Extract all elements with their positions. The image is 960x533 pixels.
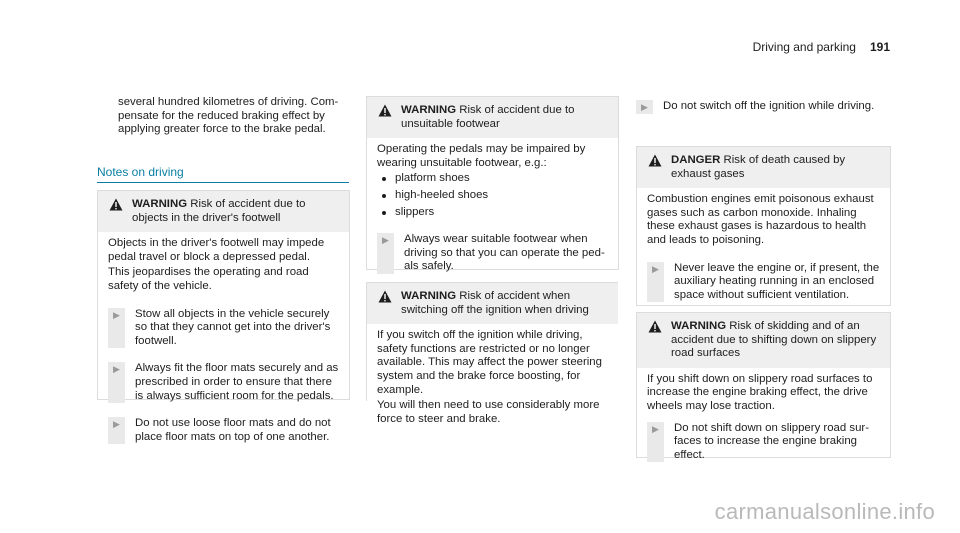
page-header	[753, 40, 890, 54]
danger-paragraph: Combustion engines emit poisonous exhaust gases such as carbon monoxide. Inhaling these exhaust gases is hazardous to health and leads to poisoning.	[647, 193, 874, 246]
warning-triangle-icon	[648, 154, 662, 167]
warning-paragraph: Operating the pedals may be impaired by wearing unsuitable footwear, e.g.:	[377, 143, 586, 169]
warning-triangle-icon	[648, 320, 662, 333]
warning-paragraph: You will then need to use considerably more force to steer and brake.	[377, 399, 600, 425]
arrow-right-icon: ▶	[652, 263, 659, 274]
danger-box-exhaust	[636, 146, 891, 306]
warning-label: WARNING	[401, 290, 457, 302]
instruction-step: ▶ Do not switch off the ignition while driving.	[636, 100, 887, 114]
page-number: 191	[869, 40, 890, 54]
arrow-right-icon: ▶	[113, 364, 120, 375]
warning-label: WARNING	[671, 320, 727, 332]
ignition-step-continued	[636, 96, 887, 120]
instruction-step: ▶ Never leave the engine or, if present, the auxiliary heating running in an enclosed space without sufficient ventilation.	[647, 262, 880, 303]
instruction-step: ▶ Do not shift down on slippery road surfaces to increase the engine braking effect.	[647, 422, 880, 463]
warning-title: Risk of accident due to objects in the driver's footwell	[132, 198, 306, 224]
instruction-step: ▶ Stow all objects in the vehicle securely so that they cannot get into the driver's footwell.	[108, 308, 339, 349]
warning-box-footwear	[366, 96, 619, 273]
danger-header	[637, 147, 890, 188]
warning-box-ignition	[366, 282, 618, 425]
warning-header	[637, 313, 890, 368]
instruction-step: ▶ Always fit the floor mats securely and as prescribed in order to ensure that there is always sufficient room for the pedals.	[108, 362, 339, 403]
warning-triangle-icon	[378, 290, 392, 303]
warning-triangle-icon	[378, 104, 392, 117]
warning-header	[98, 191, 349, 232]
list-item: slippers	[377, 206, 608, 220]
arrow-right-icon: ▶	[382, 235, 389, 246]
warning-label: WARNING	[401, 104, 457, 116]
warning-paragraph: This jeopardises the operating and road safety of the vehicle.	[108, 266, 309, 292]
arrow-right-icon: ▶	[641, 102, 648, 112]
warning-header	[367, 97, 618, 138]
warning-box-skidding	[636, 312, 891, 461]
arrow-right-icon: ▶	[652, 423, 659, 434]
arrow-right-icon: ▶	[113, 419, 120, 430]
warning-paragraph: If you switch off the ignition while driving, safety functions are restricted or no longer available. This may affect the power steering system and the brake force boosting, for example.	[377, 329, 602, 396]
warning-triangle-icon	[109, 198, 123, 211]
warning-box-footwell	[97, 190, 350, 443]
list-item: platform shoes	[377, 172, 608, 186]
danger-title: Risk of death caused by exhaust gases	[671, 154, 846, 180]
instruction-step: ▶ Always wear suitable footwear when driving so that you can operate the pedals safely.	[377, 233, 608, 274]
warning-title: Risk of accident when switching off the ignition when driving	[401, 290, 589, 316]
warning-paragraph: If you shift down on slippery road surfaces to increase the engine braking effect, the drive wheels may lose traction.	[647, 372, 873, 412]
watermark: carmanualsonline.info	[714, 499, 935, 524]
footwear-list	[377, 172, 608, 219]
instruction-step: ▶ Do not use loose floor mats and do not place floor mats on top of one another.	[108, 417, 339, 444]
section-title: Driving and parking	[752, 40, 856, 54]
danger-label: DANGER	[671, 154, 721, 166]
warning-label: WARNING	[132, 198, 188, 210]
warning-title: Risk of skidding and of an accident due to shifting down on slippery road surfaces	[671, 320, 877, 360]
warning-title: Risk of accident due to unsuitable footwear	[401, 104, 575, 130]
notes-heading: Notes on driving	[97, 165, 349, 183]
warning-paragraph: Objects in the driver's footwell may impede pedal travel or block a depressed pedal.	[108, 237, 325, 263]
warning-header	[367, 283, 618, 324]
list-item: high-heeled shoes	[377, 189, 608, 203]
arrow-right-icon: ▶	[113, 309, 120, 320]
intro-text: several hundred kilometres of driving. Compensate for the reduced braking effect by applying greater force to the brake pedal.	[118, 96, 339, 136]
